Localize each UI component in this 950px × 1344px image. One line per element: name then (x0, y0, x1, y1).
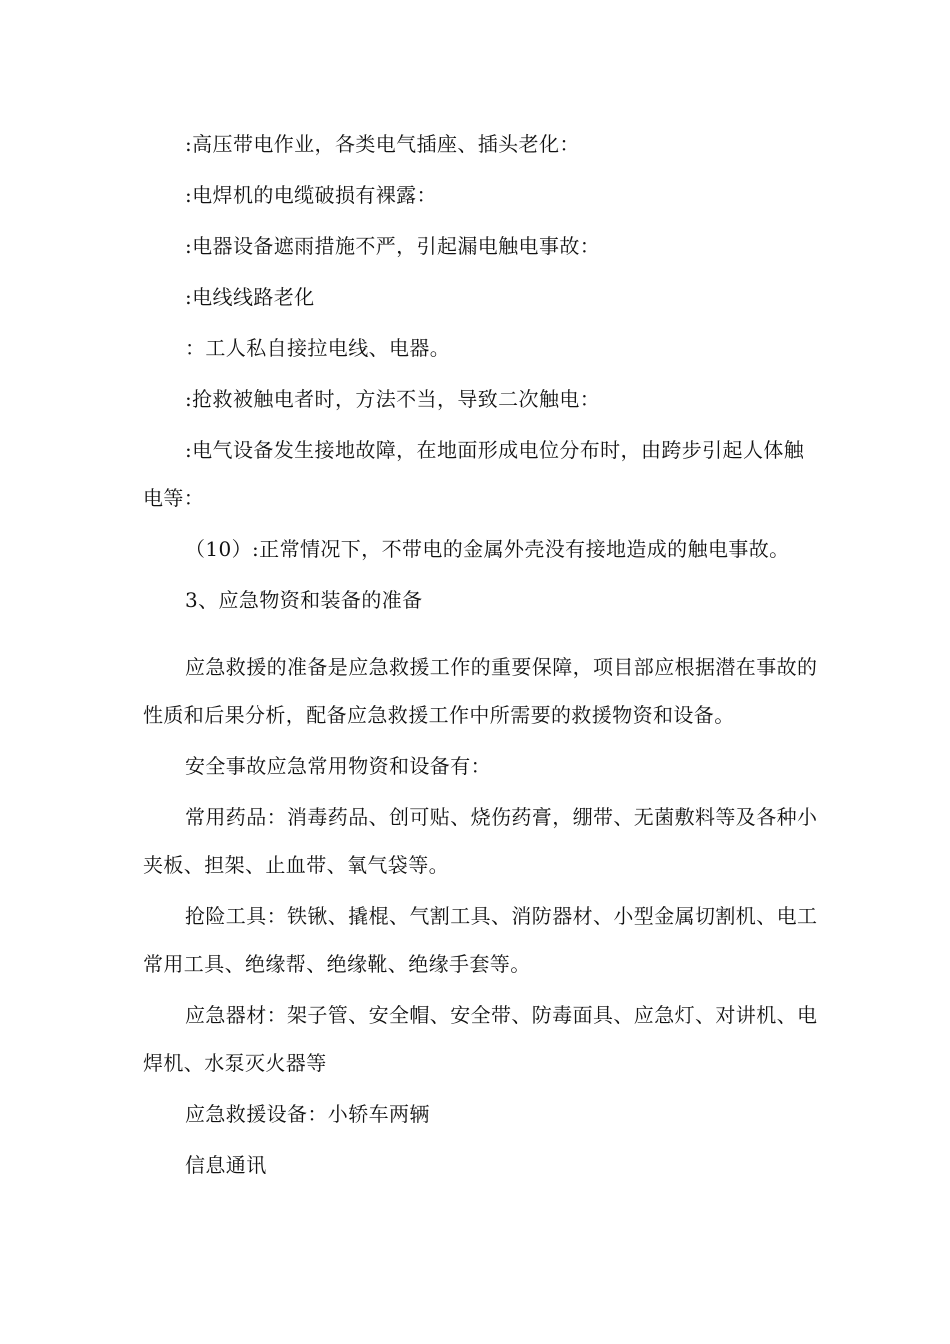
paragraph-hazard-secondary-shock: :抢救被触电者时，方法不当，导致二次触电： (185, 387, 601, 411)
paragraph-hazard-ungrounded-casing: （10）:正常情况下，不带电的金属外壳没有接地造成的触电事故。 (185, 537, 790, 561)
paragraph-hazard-ground-fault: :电气设备发生接地故障，在地面形成电位分布时，由跨步引起人体触电等： (143, 438, 805, 510)
paragraph-hazard-private-wiring: ：工人私自接拉电线、电器。 (185, 336, 451, 360)
paragraph-hazard-welder-cable: :电焊机的电缆破损有裸露： (185, 183, 437, 207)
section-heading-emergency-supplies: 3、应急物资和装备的准备 (185, 588, 423, 612)
document-body (143, 120, 818, 1192)
paragraph-hazard-wire-aging: :电线线路老化 (185, 285, 315, 309)
paragraph-rescue-tools: 抢险工具：铁锹、撬棍、气割工具、消防器材、小型金属切割机、电工常用工具、绝缘帮、绝缘靴、绝缘手套等。 (143, 904, 818, 976)
paragraph-common-medicines: 常用药品：消毒药品、创可贴、烧伤药膏，绷带、无菌敷料等及各种小夹板、担架、止血带、氧气袋等。 (143, 805, 818, 877)
paragraph-emergency-preparation: 应急救援的准备是应急救援工作的重要保障，项目部应根据潜在事故的性质和后果分析，配备应急救援工作中所需要的救援物资和设备。 (143, 655, 818, 727)
paragraph-emergency-equipment: 应急器材：架子管、安全帽、安全带、防毒面具、应急灯、对讲机、电焊机、水泵灭火器等 (143, 1003, 818, 1075)
paragraph-supplies-intro: 安全事故应急常用物资和设备有： (185, 754, 491, 778)
paragraph-hazard-high-voltage: :高压带电作业，各类电气插座、插头老化： (185, 132, 580, 156)
paragraph-communications: 信息通讯 (185, 1153, 267, 1177)
paragraph-rescue-vehicles: 应急救援设备：小轿车两辆 (185, 1102, 430, 1126)
paragraph-hazard-rain-protection: :电器设备遮雨措施不严，引起漏电触电事故： (185, 234, 601, 258)
